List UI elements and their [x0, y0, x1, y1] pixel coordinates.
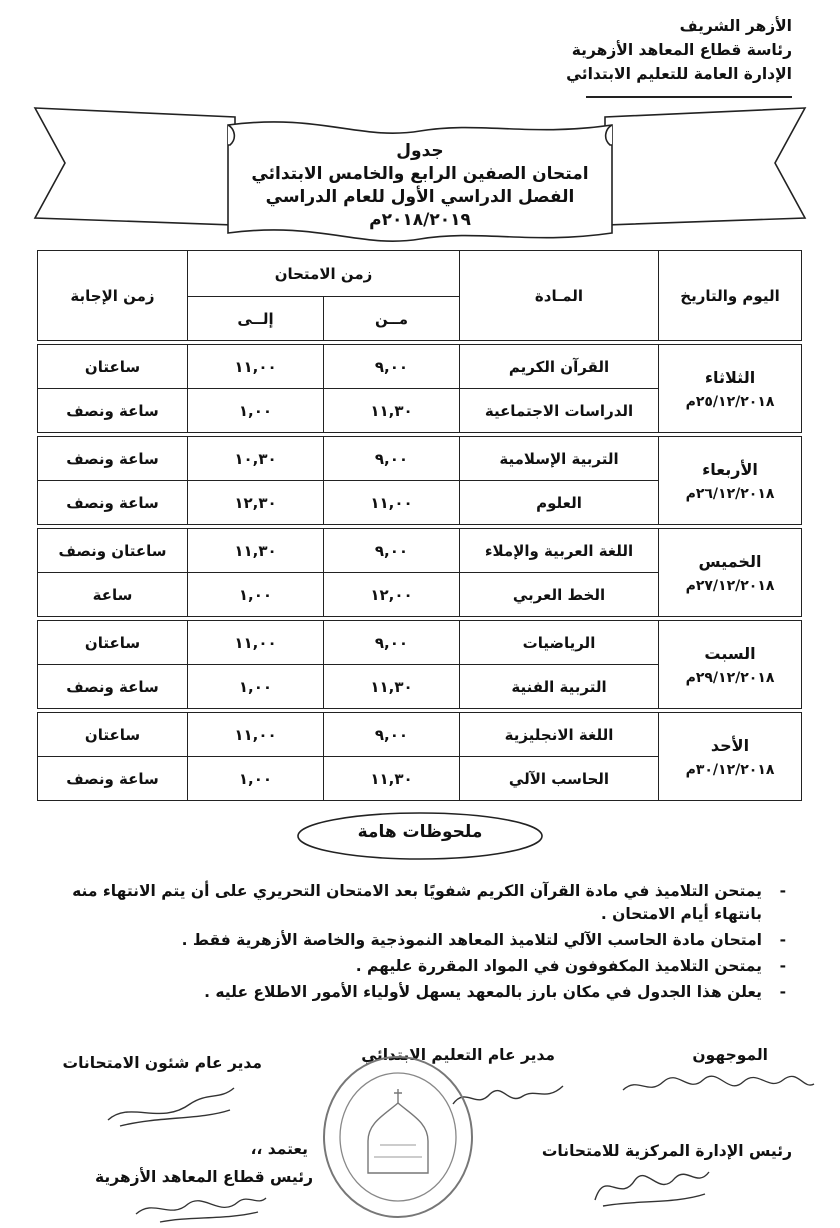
- banner-line-2: امتحان الصفين الرابع والخامس الابتدائي: [251, 164, 589, 184]
- day-name: الثلاثاء: [704, 367, 756, 387]
- header-exam-time: زمن الامتحان: [188, 251, 460, 297]
- note-text: يمتحن التلاميذ في مادة القرآن الكريم شفويًا بعد الامتحان التحريري على أن يتم الانتهاء منه بانتهاء أيام الامتحان .: [72, 882, 762, 923]
- day-date: ٢٥/١٢/٢٠١٨م: [685, 393, 775, 410]
- from-cell: ١١,٣٠: [324, 665, 460, 709]
- subject-cell: القرآن الكريم: [460, 345, 659, 389]
- day-date: ٣٠/١٢/٢٠١٨م: [685, 761, 775, 778]
- table-row: [38, 345, 802, 389]
- banner-line-4: ٢٠١٨/٢٠١٩م: [369, 210, 471, 230]
- header-line-3: الإدارة العامة للتعليم الابتدائي: [566, 65, 792, 83]
- subject-cell: اللغة العربية والإملاء: [460, 529, 659, 573]
- central-exams-head-label: رئيس الإدارة المركزية للامتحانات: [541, 1142, 792, 1160]
- day-name: الخميس: [698, 551, 762, 571]
- duration-cell: ساعة ونصف: [38, 757, 188, 801]
- official-stamp-icon: [318, 1045, 478, 1220]
- duration-cell: ساعة ونصف: [38, 389, 188, 433]
- subject-cell: الرياضيات: [460, 621, 659, 665]
- header-underline: [586, 96, 792, 98]
- to-cell: ١,٠٠: [188, 573, 324, 617]
- table-header-row: [38, 251, 802, 297]
- to-cell: ١,٠٠: [188, 757, 324, 801]
- subject-cell: الحاسب الآلي: [460, 757, 659, 801]
- exams-director-label: مدير عام شئون الامتحانات: [62, 1054, 262, 1072]
- subject-cell: التربية الفنية: [460, 665, 659, 709]
- day-cell: [659, 345, 802, 433]
- to-cell: ١١,٠٠: [188, 345, 324, 389]
- from-cell: ١١,٣٠: [324, 389, 460, 433]
- institution-header: [532, 14, 792, 86]
- day-cell: [659, 621, 802, 709]
- sector-head-signature-icon: [130, 1188, 270, 1226]
- table-row: [38, 713, 802, 757]
- subject-cell: العلوم: [460, 481, 659, 525]
- note-text: يعلن هذا الجدول في مكان بارز بالمعهد يسهل لأولياء الأمور الاطلاع عليه .: [204, 983, 762, 1001]
- header-line-1: الأزهر الشريف: [679, 17, 792, 35]
- day-date: ٢٦/١٢/٢٠١٨م: [685, 485, 775, 502]
- to-cell: ١١,٣٠: [188, 529, 324, 573]
- to-cell: ١١,٠٠: [188, 713, 324, 757]
- day-name: الأحد: [710, 735, 750, 755]
- duration-cell: ساعتان ونصف: [38, 529, 188, 573]
- supervisors-signature-icon: [618, 1068, 818, 1102]
- from-cell: ٩,٠٠: [324, 713, 460, 757]
- from-cell: ١١,٠٠: [324, 481, 460, 525]
- day-cell: [659, 437, 802, 525]
- table-row: [38, 621, 802, 665]
- subject-cell: اللغة الانجليزية: [460, 713, 659, 757]
- duration-cell: ساعتان: [38, 345, 188, 389]
- subject-cell: التربية الإسلامية: [460, 437, 659, 481]
- day-date: ٢٩/١٢/٢٠١٨م: [685, 669, 775, 686]
- header-line-2: رئاسة قطاع المعاهد الأزهرية: [571, 41, 792, 59]
- note-text: يمتحن التلاميذ المكفوفون في المواد المقررة عليهم .: [355, 957, 762, 975]
- header-duration: زمن الإجابة: [38, 251, 188, 341]
- note-item: - يمتحن التلاميذ المكفوفون في المواد المقررة عليهم .: [355, 957, 786, 975]
- banner-title: [230, 140, 610, 232]
- to-cell: ١,٠٠: [188, 665, 324, 709]
- day-date: ٢٧/١٢/٢٠١٨م: [685, 577, 775, 594]
- day-cell: [659, 529, 802, 617]
- header-to: إلــى: [188, 297, 324, 341]
- from-cell: ٩,٠٠: [324, 345, 460, 389]
- to-cell: ١,٠٠: [188, 389, 324, 433]
- to-cell: ١٢,٣٠: [188, 481, 324, 525]
- duration-cell: ساعتان: [38, 713, 188, 757]
- duration-cell: ساعة ونصف: [38, 665, 188, 709]
- subject-cell: الخط العربي: [460, 573, 659, 617]
- duration-cell: ساعة: [38, 573, 188, 617]
- duration-cell: ساعتان: [38, 621, 188, 665]
- from-cell: ١٢,٠٠: [324, 573, 460, 617]
- exams-director-signature-icon: [100, 1080, 240, 1132]
- exam-schedule-table: [37, 250, 802, 801]
- note-item: - امتحان مادة الحاسب الآلي لتلاميذ المعاهد النموذجية والخاصة الأزهرية فقط .: [181, 931, 786, 949]
- banner-line-3: الفصل الدراسي الأول للعام الدراسي: [265, 187, 575, 207]
- from-cell: ١١,٣٠: [324, 757, 460, 801]
- day-name: السبت: [704, 643, 756, 663]
- duration-cell: ساعة ونصف: [38, 437, 188, 481]
- day-name: الأربعاء: [702, 459, 758, 479]
- header-day-date: اليوم والتاريخ: [659, 251, 802, 341]
- notes-title: ملحوظات هامة: [357, 822, 483, 842]
- central-exams-signature-icon: [585, 1160, 715, 1210]
- primary-director-label: مدير عام التعليم الابتدائي: [361, 1046, 555, 1064]
- supervisors-label: الموجهون: [692, 1046, 768, 1064]
- header-subject: المـادة: [460, 251, 659, 341]
- from-cell: ٩,٠٠: [324, 437, 460, 481]
- header-from: مــن: [324, 297, 460, 341]
- banner-line-1: جدول: [396, 141, 444, 161]
- note-item: - يعلن هذا الجدول في مكان بارز بالمعهد يسهل لأولياء الأمور الاطلاع عليه .: [204, 983, 786, 1001]
- sector-head-label: رئيس قطاع المعاهد الأزهرية: [94, 1168, 313, 1186]
- day-cell: [659, 713, 802, 801]
- note-text: امتحان مادة الحاسب الآلي لتلاميذ المعاهد النموذجية والخاصة الأزهرية فقط .: [181, 931, 762, 949]
- approved-label: يعتمد ،،: [250, 1140, 308, 1158]
- table-row: [38, 437, 802, 481]
- from-cell: ٩,٠٠: [324, 529, 460, 573]
- table-row: [38, 529, 802, 573]
- note-item: - يمتحن التلاميذ في مادة القرآن الكريم شفويًا بعد الامتحان التحريري على أن يتم الانتهاء منه بانتهاء أيام الامتحان .: [72, 882, 786, 923]
- to-cell: ١١,٠٠: [188, 621, 324, 665]
- to-cell: ١٠,٣٠: [188, 437, 324, 481]
- notes-list: [40, 880, 800, 1007]
- duration-cell: ساعة ونصف: [38, 481, 188, 525]
- from-cell: ٩,٠٠: [324, 621, 460, 665]
- subject-cell: الدراسات الاجتماعية: [460, 389, 659, 433]
